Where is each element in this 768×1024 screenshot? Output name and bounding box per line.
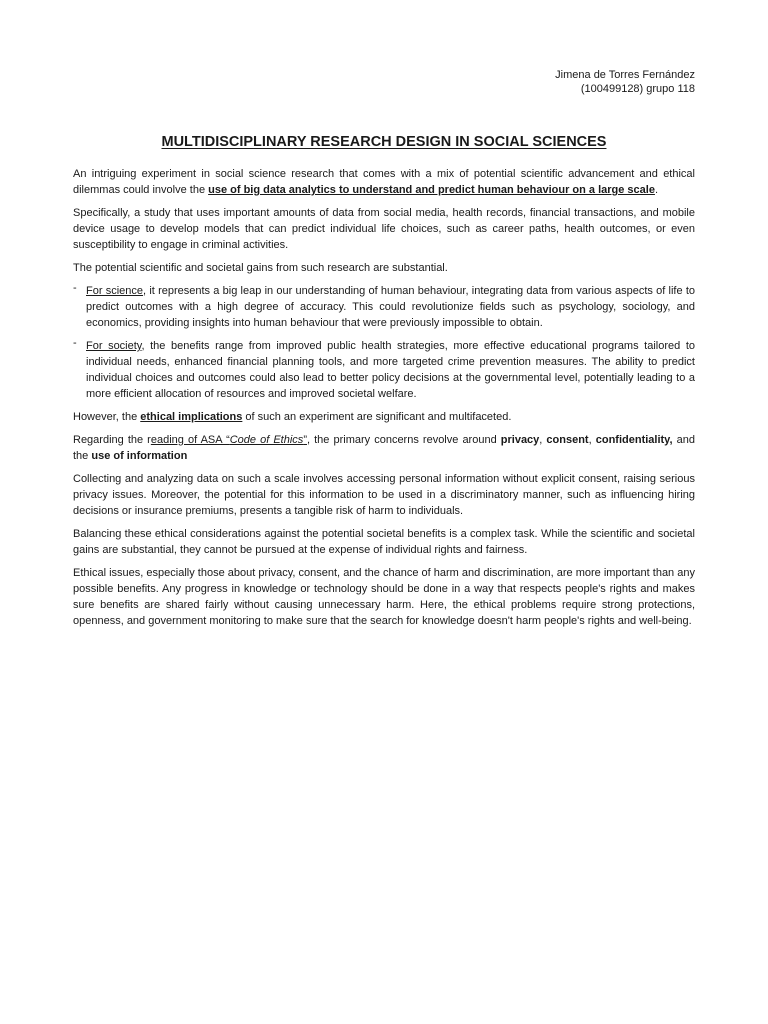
author-block xyxy=(555,68,695,96)
paragraph-intro xyxy=(73,166,695,198)
keyword-privacy: privacy xyxy=(500,434,540,446)
separator: , xyxy=(539,434,547,446)
separator: , xyxy=(588,434,596,446)
list-item-science xyxy=(73,283,695,331)
list-item-text: , it represents a big leap in our understanding of human behaviour, integrating data from various aspects of life to predict outcomes with a high degree of accuracy. This could revolutionize fields such as psychology, sociology, and economics, providing insights into human behaviour that were previously impossible to obtain. xyxy=(86,285,696,329)
dash-marker: - xyxy=(73,337,77,349)
dash-marker: - xyxy=(73,282,77,294)
author-id-group: (100499128) grupo 118 xyxy=(580,83,695,95)
paragraph-balancing: Balancing these ethical considerations against the potential societal benefits is a complex task. While the scientific and societal gains are substantial, they cannot be pursued at the expense of individual rights and fairness. xyxy=(73,528,695,556)
keyword-use-of-information: use of information xyxy=(91,450,188,462)
author-name: Jimena de Torres Fernández xyxy=(555,69,695,81)
asa-link-text: eading of ASA “ xyxy=(150,434,230,446)
asa-reference-link[interactable] xyxy=(151,434,307,446)
ethics-text-b: of such an experiment are significant and multifaceted. xyxy=(242,411,512,423)
paragraph-asa-code xyxy=(73,432,695,464)
list-item-society xyxy=(73,338,695,402)
gains-list xyxy=(73,283,695,402)
asa-text-c: and the xyxy=(73,434,695,462)
paragraph-privacy-issues: Collecting and analyzing data on such a scale involves accessing personal information without explicit consent, raising serious privacy issues. Moreover, the potential for this information to be used in a discriminatory manner, such as influencing hiring decisions or insurance premiums, presents a tangible risk of harm to individuals. xyxy=(73,473,695,517)
asa-text-a: Regarding the r xyxy=(73,434,151,446)
intro-emphasis: use of big data analytics to understand and predict human behaviour on a large scale xyxy=(208,184,655,196)
list-item-text: , the benefits range from improved public health strategies, more effective educational programs tailored to individual needs, enhanced financial planning tools, and more targeted crime prevention measures. The ability to predict individual choices and outcomes could also lead to better policy decisions at the governmental level, potentially leading to a more efficient allocation of resources and improved societal welfare. xyxy=(86,340,695,400)
asa-link-close: ” xyxy=(303,434,307,446)
intro-text-b: . xyxy=(654,184,659,196)
ethics-text-a: However, the xyxy=(73,411,141,423)
paragraph-conclusion: Ethical issues, especially those about privacy, consent, and the chance of harm and discrimination, are more important than any possible benefits. Any progress in knowledge or technology should be done in a way that respects people's rights and makes sure benefits are shared fairly without causing unnecessary harm. Here, the ethical problems require strong protections, openness, and government monitoring to make sure that the search for knowledge doesn't harm people's rights and well-being. xyxy=(73,567,695,627)
paragraph-specifically: Specifically, a study that uses important amounts of data from social media, health records, financial transactions, and mobile device usage to develop models that can predict individual life choices, such as career paths, health outcomes, or even susceptibility to engage in criminal activities. xyxy=(73,207,695,251)
asa-text-b: , the primary concerns revolve around xyxy=(306,434,501,446)
paragraph-ethical-implications xyxy=(73,409,695,425)
ethics-emphasis: ethical implications xyxy=(140,411,243,423)
list-item-label: For society xyxy=(86,340,142,352)
document-body xyxy=(73,166,695,636)
asa-link-italic: Code of Ethics xyxy=(229,434,304,446)
intro-text-a: An intriguing experiment in social science research that comes with a mix of potential scientific advancement and ethical dilemmas could involve the xyxy=(73,168,695,196)
page-title: MULTIDISCIPLINARY RESEARCH DESIGN IN SOCIAL SCIENCES xyxy=(161,134,607,150)
keyword-consent: consent xyxy=(546,434,589,446)
keyword-confidentiality: confidentiality, xyxy=(595,434,673,446)
paragraph-gains: The potential scientific and societal gains from such research are substantial. xyxy=(73,262,448,274)
list-item-label: For science xyxy=(86,285,144,297)
